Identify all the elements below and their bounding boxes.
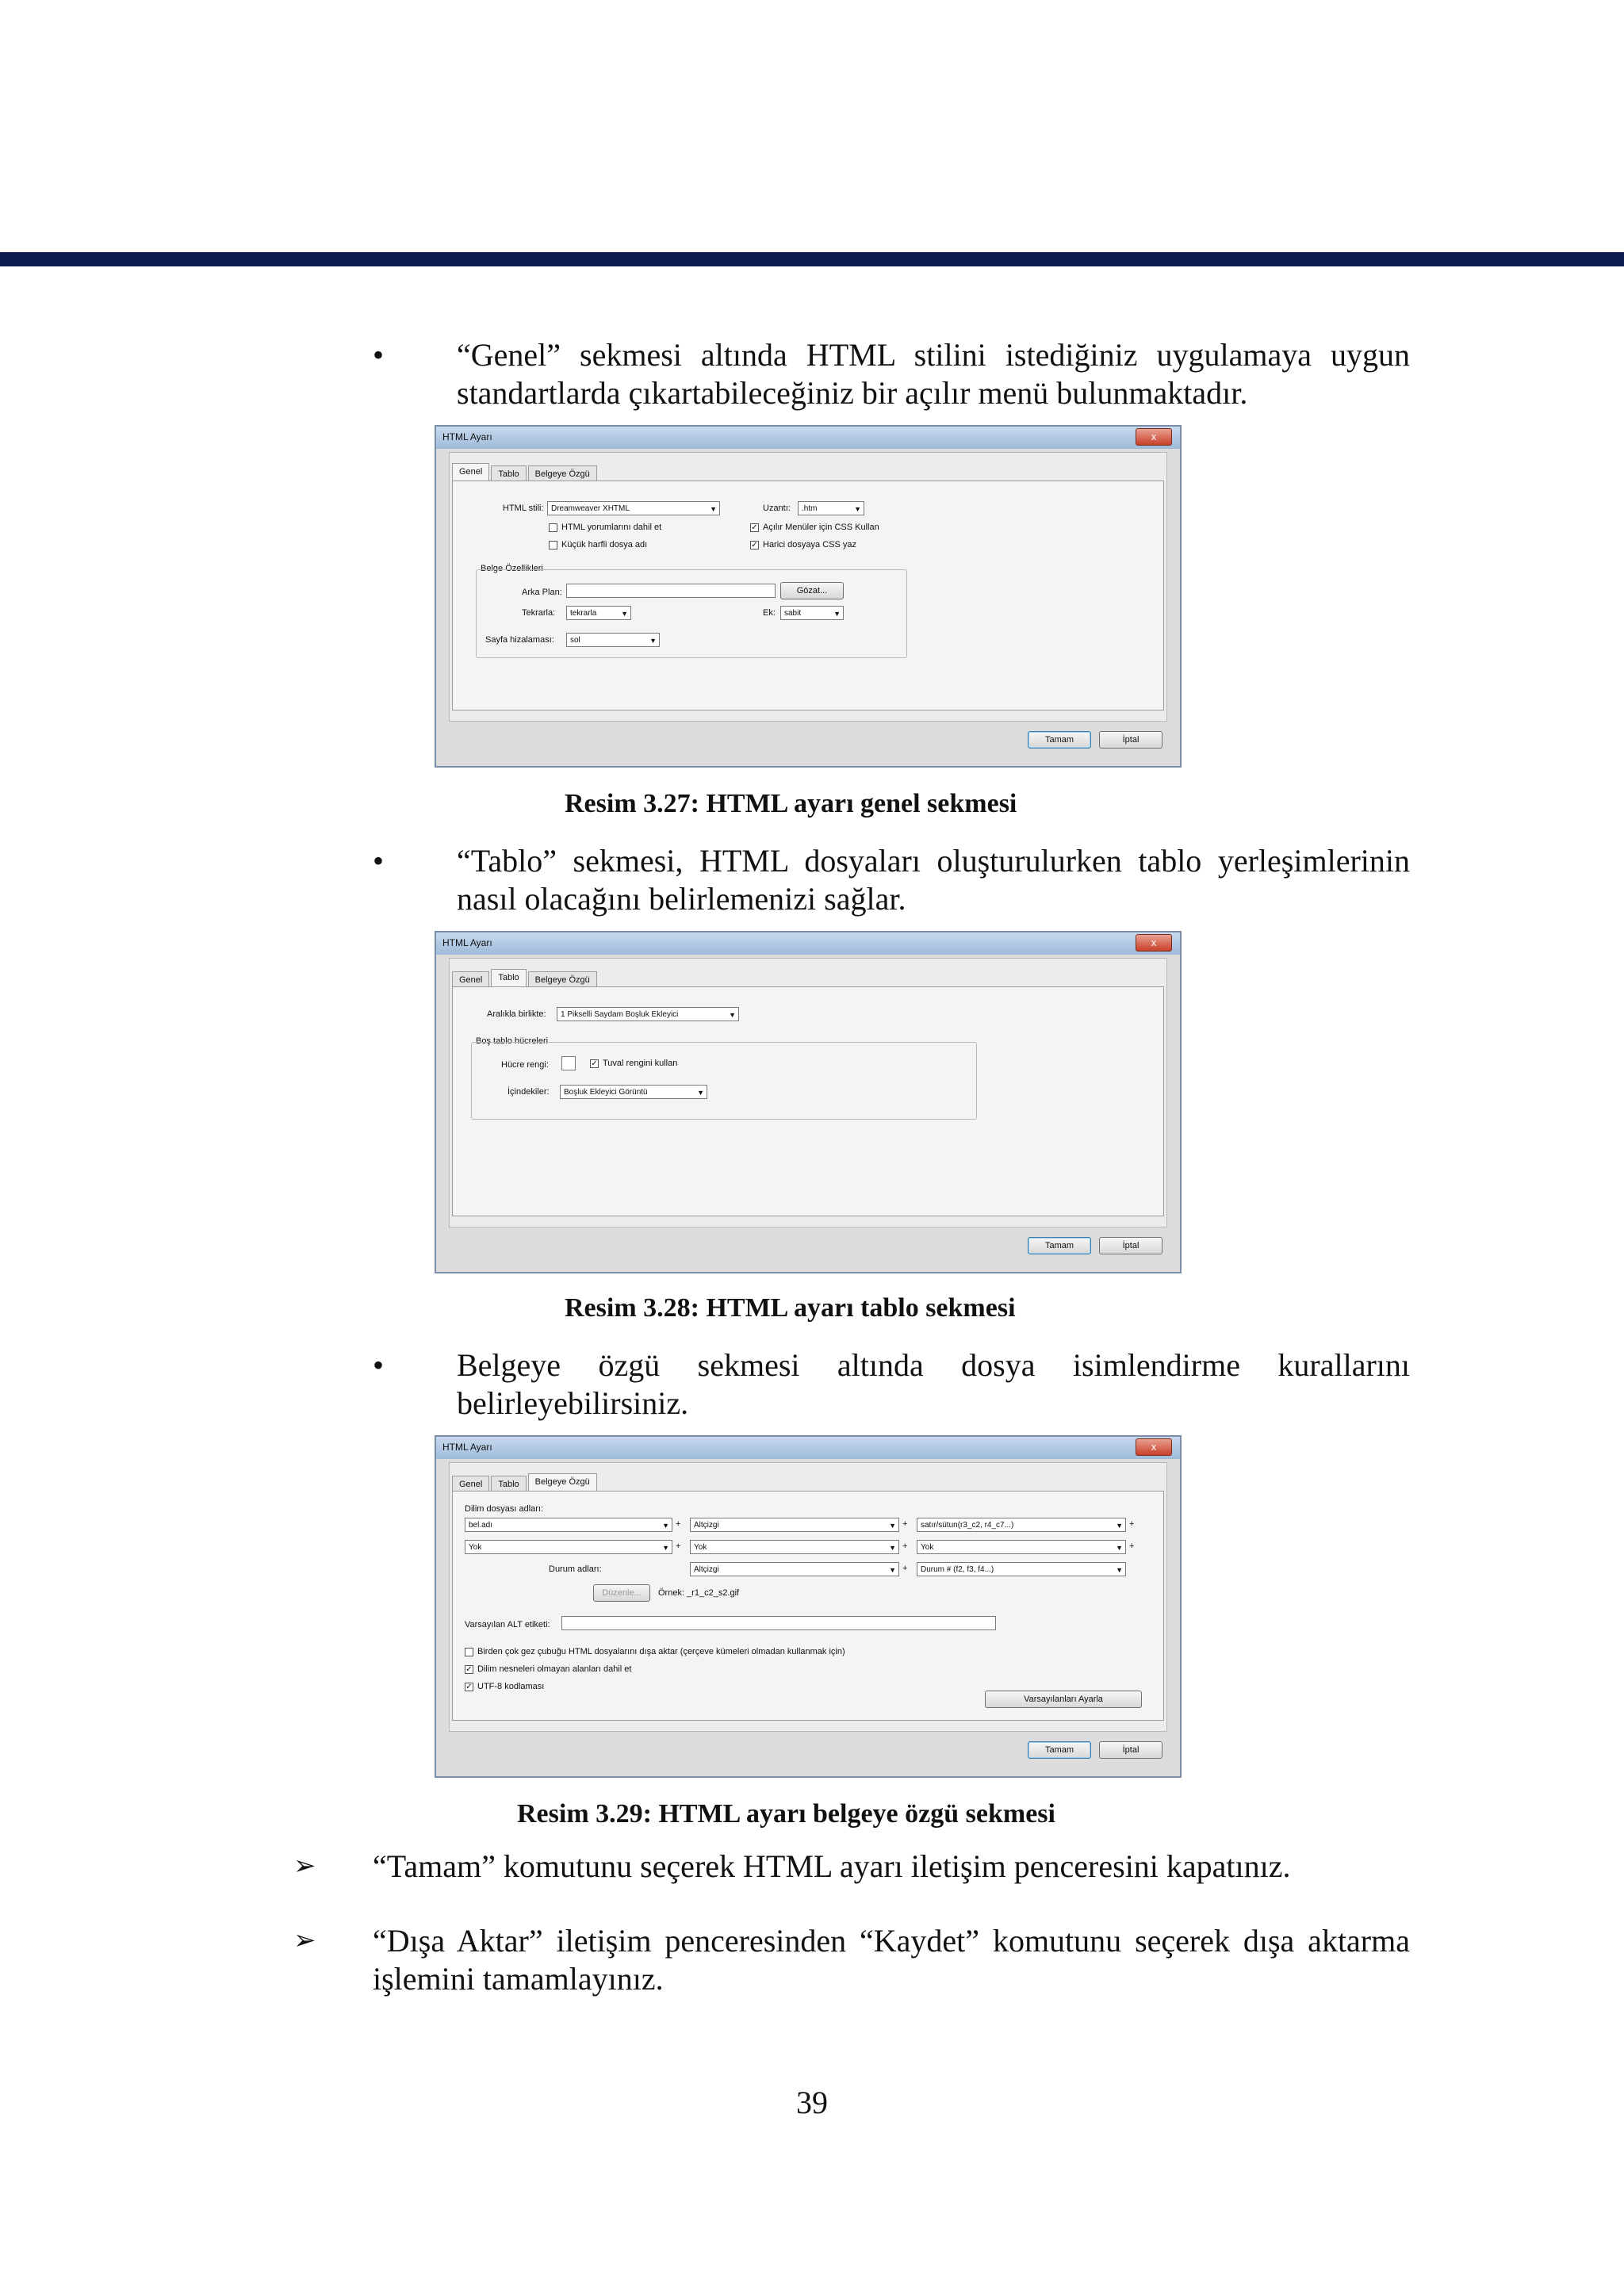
default-alt-label: Varsayılan ALT etiketi:: [465, 1620, 550, 1629]
chevron-down-icon: ▼: [889, 1522, 896, 1530]
cancel-button[interactable]: İptal: [1099, 1741, 1162, 1759]
dialog-title: HTML Ayarı: [442, 431, 492, 442]
slice-name-select-1[interactable]: bel.adı ▼: [465, 1518, 672, 1532]
plus-icon: +: [902, 1564, 908, 1573]
dialog-titlebar: [436, 1437, 1180, 1459]
extension-label: Uzantı:: [763, 504, 791, 513]
lowercase-filename-checkbox[interactable]: [549, 541, 557, 550]
chevron-down-icon: ▼: [1116, 1544, 1123, 1552]
popup-css-checkbox[interactable]: ✓: [751, 523, 758, 532]
slice-name-select-3[interactable]: satır/sütun(r3_c2, r4_c7...) ▼: [917, 1518, 1126, 1532]
html-style-label: HTML stili:: [503, 504, 544, 513]
tab-tablo[interactable]: Tablo: [491, 969, 526, 988]
chevron-down-icon: ▼: [697, 1089, 704, 1097]
paragraph-genel: “Genel” sekmesi altında HTML stilini istediğiniz uygulamaya uygun standartlarda çıkartabileceğiniz bir açılır menü bulunmaktadır.: [457, 337, 1410, 411]
tab-genel[interactable]: Genel: [452, 971, 489, 988]
chevron-down-icon: ▼: [1116, 1522, 1123, 1530]
slice-name-select-4[interactable]: Yok ▼: [465, 1540, 672, 1554]
browse-button[interactable]: Gözat...: [780, 582, 844, 599]
chevron-down-icon: ▼: [621, 610, 628, 618]
html-comments-checkbox[interactable]: [549, 523, 557, 532]
plus-icon: +: [676, 1541, 681, 1551]
set-defaults-button[interactable]: Varsayılanları Ayarla: [985, 1691, 1142, 1708]
html-comments-label: HTML yorumlarını dahil et: [561, 523, 662, 532]
repeat-select[interactable]: tekrarla ▼: [566, 606, 631, 620]
page-alignment-select[interactable]: sol ▼: [566, 633, 660, 647]
dialog-titlebar: [436, 932, 1180, 955]
canvas-color-checkbox[interactable]: ✓: [591, 1059, 598, 1068]
chevron-down-icon: ▼: [1116, 1566, 1123, 1574]
cell-color-label: Hücre rengi:: [501, 1060, 549, 1070]
close-button[interactable]: x: [1136, 1438, 1172, 1456]
paragraph-tablo: “Tablo” sekmesi, HTML dosyaları oluşturulurken tablo yerleşimlerinin nasıl olacağını belirlemenizi sağlar.: [457, 843, 1410, 917]
bullet-marker: •: [373, 337, 385, 373]
empty-cells-heading: Boş tablo hücreleri: [476, 1036, 549, 1046]
figure-caption: Resim 3.27: HTML ayarı genel sekmesi: [565, 789, 1017, 818]
cell-color-swatch[interactable]: [561, 1056, 576, 1070]
canvas-color-label: Tuval rengini kullan: [603, 1059, 678, 1068]
multiple-navbar-label: Birden çok gez çubuğu HTML dosyalarını dışa aktar (çerçeve kümeleri olmadan kullanmak için): [477, 1647, 845, 1656]
dialog-title: HTML Ayarı: [442, 1442, 492, 1453]
page-alignment-label: Sayfa hizalaması:: [485, 635, 554, 645]
paragraph-belgeye: Belgeye özgü sekmesi altında dosya isimlendirme kurallarını belirleyebilirsiniz.: [457, 1347, 1410, 1421]
tab-tablo[interactable]: Tablo: [491, 465, 526, 482]
slice-names-label: Dilim dosyası adları:: [465, 1504, 544, 1514]
plus-icon: +: [1129, 1519, 1135, 1529]
include-areas-checkbox[interactable]: ✓: [465, 1665, 473, 1674]
dialog-genel-screenshot: [435, 425, 1182, 768]
contents-label: İçindekiler:: [508, 1087, 550, 1097]
chevron-down-icon: ▼: [649, 637, 657, 645]
default-alt-input[interactable]: [561, 1616, 996, 1630]
tab-strip: [452, 969, 599, 986]
chevron-down-icon: ▼: [662, 1544, 669, 1552]
state-names-label: Durum adları:: [549, 1564, 602, 1574]
empty-cells-group: [471, 1042, 977, 1120]
external-css-checkbox[interactable]: ✓: [751, 541, 758, 550]
tab-genel[interactable]: Genel: [452, 1476, 489, 1492]
example-text: Örnek: _r1_c2_s2.gif: [658, 1588, 740, 1598]
attachment-label: Ek:: [763, 608, 776, 618]
page-number: 39: [796, 2085, 828, 2120]
step-close-dialog: “Tamam” komutunu seçerek HTML ayarı iletişim penceresini kapatınız.: [373, 1848, 1291, 1884]
slice-name-select-6[interactable]: Yok ▼: [917, 1540, 1126, 1554]
background-label: Arka Plan:: [522, 588, 562, 597]
step-export-save: “Dışa Aktar” iletişim penceresinden “Kaydet” komutunu seçerek dışa aktarma işlemini tamamlayınız.: [373, 1923, 1410, 1997]
html-style-select[interactable]: Dreamweaver XHTML ▼: [547, 501, 720, 515]
external-css-label: Harici dosyaya CSS yaz: [763, 540, 856, 550]
chevron-down-icon: ▼: [729, 1011, 736, 1019]
tab-tablo[interactable]: Tablo: [491, 1476, 526, 1492]
lowercase-filename-label: Küçük harfli dosya adı: [561, 540, 648, 550]
extension-select[interactable]: .htm ▼: [798, 501, 864, 515]
dialog-titlebar: [436, 427, 1180, 449]
header-rule: [0, 252, 1624, 266]
plus-icon: +: [902, 1519, 908, 1529]
dialog-title: HTML Ayarı: [442, 937, 492, 948]
chevron-down-icon: ▼: [889, 1566, 896, 1574]
state-name-select-1[interactable]: Altçizgi ▼: [690, 1562, 899, 1576]
chevron-down-icon: ▼: [662, 1522, 669, 1530]
edit-button[interactable]: Düzenle...: [593, 1584, 650, 1602]
dialog-belgeye-screenshot: [435, 1435, 1182, 1778]
slice-name-select-5[interactable]: Yok ▼: [690, 1540, 899, 1554]
document-properties-heading: Belge Özellikleri: [481, 564, 543, 573]
state-name-select-2[interactable]: Durum # (f2, f3, f4...) ▼: [917, 1562, 1126, 1576]
popup-css-label: Açılır Menüler için CSS Kullan: [763, 523, 879, 532]
arrow-marker: ➢: [293, 1852, 316, 1881]
ok-button[interactable]: Tamam: [1028, 1741, 1091, 1759]
chevron-down-icon: ▼: [710, 505, 717, 513]
figure-caption: Resim 3.29: HTML ayarı belgeye özgü sekmesi: [517, 1799, 1055, 1829]
slice-name-select-2[interactable]: Altçizgi ▼: [690, 1518, 899, 1532]
spacing-select[interactable]: 1 Pikselli Saydam Boşluk Ekleyici ▼: [557, 1007, 739, 1021]
close-button[interactable]: x: [1136, 428, 1172, 446]
utf8-checkbox[interactable]: ✓: [465, 1683, 473, 1691]
multiple-navbar-checkbox[interactable]: [465, 1648, 473, 1656]
dialog-tablo-screenshot: [435, 931, 1182, 1273]
close-button[interactable]: x: [1136, 934, 1172, 952]
cancel-button[interactable]: İptal: [1099, 1237, 1162, 1254]
plus-icon: +: [902, 1541, 908, 1551]
plus-icon: +: [676, 1519, 681, 1529]
tab-belgeye-ozgu[interactable]: Belgeye Özgü: [528, 1473, 597, 1492]
bullet-marker: •: [373, 1347, 385, 1383]
tab-belgeye-ozgu[interactable]: Belgeye Özgü: [528, 465, 597, 482]
chevron-down-icon: ▼: [889, 1544, 896, 1552]
ok-button[interactable]: Tamam: [1028, 1237, 1091, 1254]
contents-select[interactable]: Boşluk Ekleyici Görüntü ▼: [560, 1085, 707, 1099]
utf8-label: UTF-8 kodlaması: [477, 1682, 545, 1691]
chevron-down-icon: ▼: [833, 610, 841, 618]
cancel-button[interactable]: İptal: [1099, 731, 1162, 749]
tab-genel[interactable]: Genel: [452, 463, 489, 482]
include-areas-label: Dilim nesneleri olmayan alanları dahil et: [477, 1664, 632, 1674]
ok-button[interactable]: Tamam: [1028, 731, 1091, 749]
attachment-select[interactable]: sabit ▼: [780, 606, 844, 620]
figure-caption: Resim 3.28: HTML ayarı tablo sekmesi: [565, 1293, 1016, 1323]
arrow-marker: ➢: [293, 1926, 316, 1955]
bullet-marker: •: [373, 843, 385, 879]
plus-icon: +: [1129, 1541, 1135, 1551]
tab-strip: [452, 463, 599, 481]
spacing-label: Aralıkla birlikte:: [487, 1009, 546, 1019]
chevron-down-icon: ▼: [854, 505, 861, 513]
tab-belgeye-ozgu[interactable]: Belgeye Özgü: [528, 971, 597, 988]
repeat-label: Tekrarla:: [522, 608, 556, 618]
background-input[interactable]: [566, 584, 776, 598]
tab-strip: [452, 1473, 599, 1491]
